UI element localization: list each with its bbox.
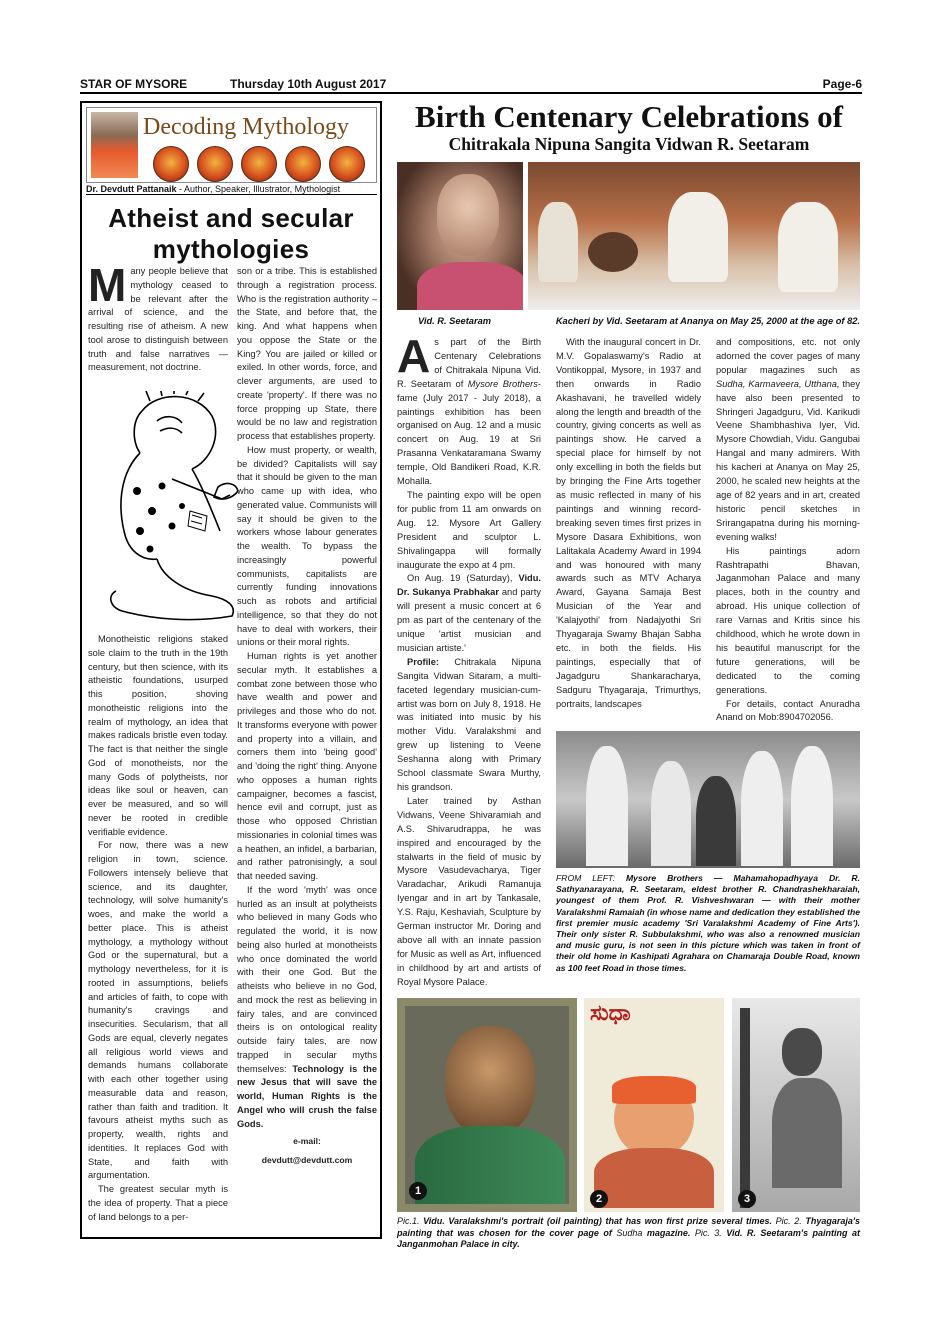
- mask-icon: [197, 146, 233, 182]
- pic-number-3: 3: [738, 1190, 756, 1208]
- paper-name: STAR OF MYSORE: [80, 77, 188, 91]
- issue-date: Thursday 10th August 2017: [230, 77, 387, 91]
- mask-icon: [153, 146, 189, 182]
- mask-icon: [285, 146, 321, 182]
- meditating-figure-illustration: [102, 391, 242, 631]
- dropcap: A: [397, 330, 431, 382]
- seetaram-veena-painting: [732, 998, 860, 1212]
- email-label: e-mail:: [293, 1136, 321, 1147]
- right-col3: and compositions, etc. not only adorned the cover pages of many popular magazines such as Sudha, Karmaveera, Utthana, they have also been presented to Shringeri Jagadguru, Vid. Karikudi Veene Shambhashiva Iyer, Vid. Mysore Chowdiah, Vidu. Gangubai Hangal and many admirers. With his kacheri at Ananya on May 25, 2000, he scaled new heights at the age of 82 years and in art, created historic pencil sketches in Srirangapatna during his morning-evening walks! His paintings adorn Rashtrapathi Bhavan, Jaganmohan Palace and many places, both in the country and abroad. His unique collection of rare Varnas and Kritis since his childhood, which he wrote down in his beautiful manuscript for the future generations, will be dedicated to the coming generations. For details, contact Anuradha Anand on Mob:8904702056.: [716, 337, 860, 723]
- magazine-name: ಸುಧಾ: [590, 1000, 631, 1025]
- mask-icon: [329, 146, 365, 182]
- pic-number-1: 1: [409, 1182, 427, 1200]
- thyagaraja-sudha-cover: [584, 998, 724, 1212]
- right-col2: With the inaugural concert in Dr. M.V. Gopalaswamy's Radio at Vontikoppal, Mysore, in 1937 and then onwards in Radio Akashavani, he travelled widely along the length and breadth of the country, giving concerts as well as paintings show. He carved a special place for himself by not only excelling in both the fields but by bringing the Fine Arts together as music reflected in many of his paintings and winning record-breaking seven times first prizes in Mysore Dasara Exhibitions, won Lalitakala Academy Award in 1994 and was honoured with many awards such as MTV Acharya Award, Gayana Samaja Best Musician of the Year and 'Kalajyothi' from Nadajyothi Sri Thyagaraja Swamy Bhajan Sabha etc. in both the fields. His paintings, especially that of Jagadguru Shankaracharya, Sadguru Thyagaraja, Trimurthys, portraits, landscapes: [556, 337, 701, 709]
- left-article: [80, 101, 382, 1239]
- paintings-caption: Pic.1. Vidu. Varalakshmi's portrait (oil painting) that has won first prize several times. Pic. 2. Thyagaraja's painting that was chosen for the cover page of Sudha magazine. Pic. 3. Vid. R. Seetaram's painting at Janganmohan Palace in city.: [397, 1216, 861, 1249]
- left-col1-bottom: Monotheistic religions staked sole claim to the truth in the 19th century, but then science, with its atheistic foundations, usurped this position, shoving monotheistic religions into the realm of mythology, an idea that makes radicals bristle even today. The fact is that neither the single God of monotheists, nor the many Gods of polytheists, nor ideas like soul or heaven, can ever be measured, and so will never be rooted in credible verifiable evidence. For now, there was a new religion in town, science. Followers intensely believe that science, and its daughter, technology, will solve humanity's woes, and make the world a better place. This is atheist mythology, a mythology without God or the supernatural, but a mythology nevertheless, for it is rooted in assumptions, beliefs and articles of faith, to cope with humanity's cravings and insecurities. Secularism, that all Gods are equal, cleverly negates all religious world views and demands humans collaborate with each other together using measurable data and reason, rather than faith and tradition. It favours atheist myths such as property, wealth, rights and identities. It replaces God with State, and faith with argumentation. The greatest secular myth is the idea of property. That a piece of land belongs to a per-: [88, 634, 228, 1222]
- mask-icon: [241, 146, 277, 182]
- column-title: Decoding Mythology: [143, 114, 349, 140]
- concert-caption: Kacheri by Vid. Seetaram at Ananya on May 25, 2000 at the age of 82.: [555, 316, 860, 326]
- group-photo-caption: FROM LEFT: Mysore Brothers — Mahamahopadhyaya Dr. R. Sathyanarayana, R. Seetaram, eldest brother R. Chandrashekharaiah, youngest of them Prof. R. Vishveshwaran — with their mother Varalakshmi Ramaiah (in whose name and dedication they established the first premier music academy 'Sri Varalakshmi Academy of Fine Arts'). Their only sister R. Subbulakshmi, who was also a renowned musician and music guru, is not seen in this picture which was taken in front of their old home in Kashipati Agrahara on Chamaraja Double Road, known as 100 feet Road in those times.: [556, 873, 860, 973]
- right-headline: Birth Centenary Celebrations of: [415, 99, 843, 134]
- article-headline: Atheist and secular mythologies: [108, 203, 354, 264]
- right-subheadline: Chitrakala Nipuna Sangita Vidwan R. Seetaram: [448, 134, 810, 154]
- author-photo: [91, 112, 138, 178]
- kacheri-concert-photo: [528, 162, 860, 310]
- left-col1-top: M any people believe that mythology ceased to be relevant after the arrival of science, and the resulting rise of atheism. A new tool arose to distinguish between truth and false narratives — measurement, not doctrine.: [88, 259, 228, 373]
- page-number: Page-6: [822, 77, 862, 91]
- left-col2: son or a tribe. This is established through a registration process. Who is the registration authority – the State, and before that, the king. And what happens when you oppose the State or the King? You are jailed or killed or exiled. In other words, force, and clever arguments, are used to create 'property'. If there was no force propping up State, there would be no law and registration process that establishes property. How must property, or wealth, be divided? Capitalists will say that it should be given to the man who came up with idea, who generated value. Communists will say it should be given to the workers whose labour generates the wealth. To bypass the increasingly powerful communists, capitalists are currently funding innovations such as robots and artificial intelligence, so that they do not have to deal with workers, their unions or their moral rights. Human rights is yet another secular myth. It establishes a combat zone between those who have wealth and power and privileges and those who do not. It transforms everyone with power and property into a villain, and corners them into 'being good' and 'doing the right' thing. Anyone who opposes a human rights campaigner, becomes a fascist, hence evil and corrupt, just as those who opposed Christian missionaries in colonial times was a heathen, an infidel, a barbarian, and rather patronisingly, a soul that needed saving. If the word 'myth' was once hurled as an insult at polytheists who believed in many Gods who regulated the world, it is now being also hurled at monotheists who once dominated the world with their one God. But the atheists who believe in no God, and mock the rest as believing in fairy tales, and are convinced theirs is on ontological reality outside fairy tales, are now trapped in secular myths themselves: Technology is the new Jesus that will save the world, Human Rights is the Angel who will crush the false Gods. e-mail: devdutt@devdutt.com: [237, 265, 377, 1168]
- mysore-brothers-group-photo: [556, 731, 860, 868]
- portrait-caption: Vid. R. Seetaram: [418, 316, 492, 326]
- varalakshmi-portrait-painting: [397, 998, 577, 1212]
- masthead: [80, 76, 862, 94]
- column-banner: [86, 107, 377, 183]
- pic-number-2: 2: [590, 1190, 608, 1208]
- byline: Dr. Devdutt Pattanaik - Author, Speaker, Illustrator, Mythologist: [86, 184, 377, 195]
- dropcap: M: [88, 259, 127, 311]
- author-email[interactable]: devdutt@devdutt.com: [261, 1155, 353, 1165]
- right-col1: As part of the Birth Centenary Celebrations of Chitrakala Nipuna Vid. R. Seetaram of Mysore Brothers-fame (July 2017 - July 2018), a paintings exhibition has been organised on Aug. 12 and a music concert on Aug. 19 at Sri Prasanna Venkataramana Swamy temple, Old Bandikeri Road, K.R. Mohalla. The painting expo will be open for public from 11 am onwards on Aug. 12. Mysore Art Gallery President and sculptor L. Shivalingappa will formally inaugurate the expo at 4 pm. On Aug. 19 (Saturday), Vidu. Dr. Sukanya Prabhakar and party will present a music concert at 6 pm as part of the centenary of the unique 'artist musician and musician artiste.' Profile: Chitrakala Nipuna Sangita Vidwan Sitaram, a multi-faceted legendary musician-cum-artist was born on July 8, 1918. He was initiated into music by his mother Vidu. Varalakshmi and grew up listening to Veene Seshanna along with Primary School classmate Swara Murthy, his grandson. Later trained by Asthan Vidwans, Veene Shivaramiah and A.S. Shivarudrappa, he was inspired and encouraged by the stalwarts in the field of music by Mysore Vasudevacharya, Tiger Varadachar, Arikudi Ramanuja Iyengar and in art by Tankasale, Y.S. Raju, Keshaviah, Sculpture by German instructor Mr. Doring and above all with an innate passion for Music as well as Art, influenced in childhood by art and artists of Royal Mysore Palace.: [397, 330, 541, 987]
- seetaram-portrait-photo: [397, 162, 523, 310]
